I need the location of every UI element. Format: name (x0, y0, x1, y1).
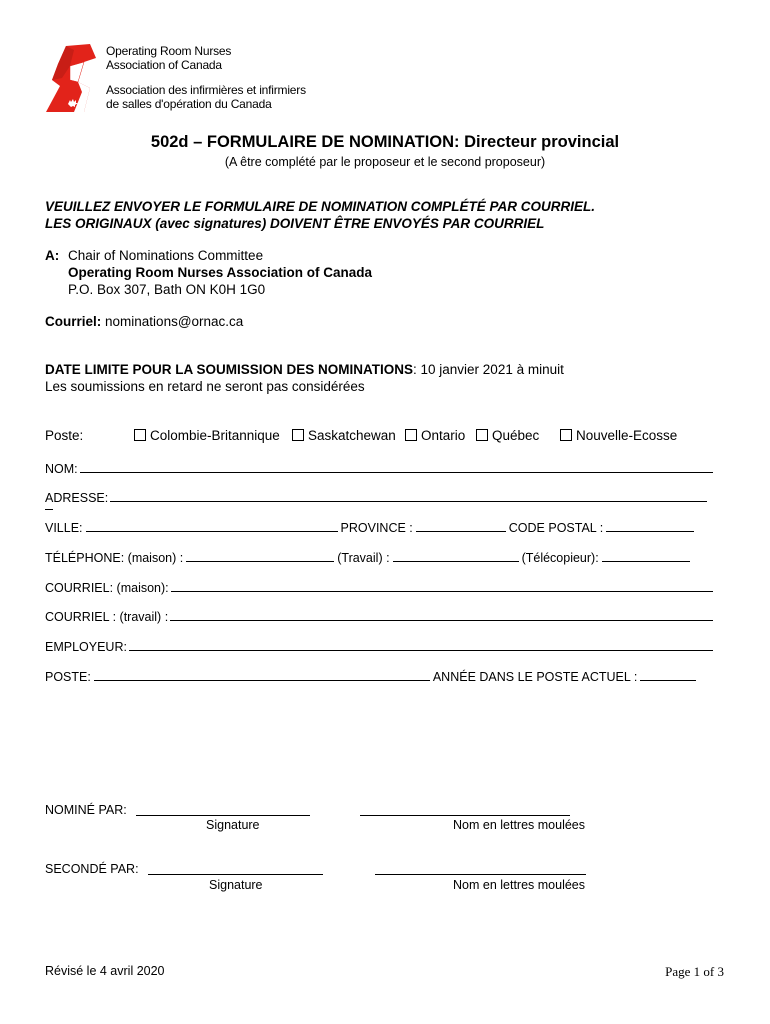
logo-line-3: Association des infirmières et infirmiers (106, 83, 306, 97)
address-line-1: Chair of Nominations Committee (68, 248, 264, 263)
employeur-field[interactable] (45, 638, 713, 654)
deadline-row (45, 362, 564, 377)
revised-date: Révisé le 4 avril 2020 (45, 964, 165, 978)
address-to-label: A: (45, 248, 60, 263)
courriel-maison-field[interactable] (45, 579, 713, 595)
ornac-logo-mark (44, 42, 104, 114)
province-line[interactable] (416, 530, 506, 532)
nomine-label: NOMINÉ PAR: (45, 803, 127, 817)
tel-maison-label: TÉLÉPHONE: (maison) : (45, 551, 184, 565)
telephone-row[interactable] (45, 549, 713, 565)
address-line-2: Operating Room Nurses Association of Canada (68, 265, 373, 280)
address-line-3: P.O. Box 307, Bath ON K0H 1G0 (68, 282, 266, 297)
option-colombie-britannique[interactable]: Colombie-Britannique (134, 428, 280, 443)
nom-line[interactable] (80, 471, 713, 473)
email-label: Courriel: (45, 314, 102, 329)
ville-row[interactable] (45, 519, 713, 535)
poste-line[interactable] (94, 679, 430, 681)
logo-line-2: Association of Canada (106, 58, 222, 72)
page-number: Page 1 of 3 (665, 964, 724, 979)
nomine-signature-line[interactable] (136, 815, 310, 816)
checkbox[interactable] (476, 429, 488, 441)
code-postal-line[interactable] (606, 530, 694, 532)
poste-field-label: POSTE: (45, 670, 91, 684)
telecopieur-label: (Télécopieur): (521, 551, 599, 565)
email-row (45, 314, 243, 329)
logo-line-1: Operating Room Nurses (106, 44, 232, 58)
checkbox[interactable] (405, 429, 417, 441)
nomine-name-line[interactable] (360, 815, 570, 816)
seconde-name-line[interactable] (375, 874, 586, 875)
adresse-label: ADRESSE: (45, 491, 109, 505)
employeur-line[interactable] (129, 649, 713, 651)
courriel-maison-label: COURRIEL: (maison): (45, 581, 169, 595)
deadline-note: Les soumissions en retard ne seront pas considérées (45, 379, 365, 394)
tel-travail-line[interactable] (393, 560, 519, 562)
tel-maison-line[interactable] (186, 560, 334, 562)
adresse-line[interactable] (110, 500, 707, 502)
ville-line[interactable] (86, 530, 338, 532)
tel-travail-label: (Travail) : (337, 551, 390, 565)
seconde-signature-line[interactable] (148, 874, 323, 875)
poste-row[interactable] (45, 668, 713, 684)
deadline-value: : 10 janvier 2021 à minuit (413, 362, 564, 377)
option-saskatchewan[interactable]: Saskatchewan (292, 428, 396, 443)
page-subtitle: (A être complété par le proposeur et le second proposeur) (224, 155, 546, 169)
checkbox[interactable] (560, 429, 572, 441)
courriel-travail-field[interactable] (45, 608, 713, 624)
province-label: PROVINCE : (340, 521, 413, 535)
option-ontario[interactable]: Ontario (405, 428, 465, 443)
option-nouvelle-ecosse[interactable]: Nouvelle-Ecosse (560, 428, 677, 443)
deadline-label: DATE LIMITE POUR LA SOUMISSION DES NOMINATIONS (45, 362, 414, 377)
email-value[interactable]: nominations@ornac.ca (105, 314, 244, 329)
checkbox[interactable] (134, 429, 146, 441)
ville-label: VILLE: (45, 521, 83, 535)
logo-line-4: de salles d'opération du Canada (106, 97, 272, 111)
telecopieur-line[interactable] (602, 560, 690, 562)
courriel-maison-line[interactable] (171, 590, 713, 592)
instructions-line-1: VEUILLEZ ENVOYER LE FORMULAIRE DE NOMINATION COMPLÉTÉ PAR COURRIEL. (45, 199, 596, 214)
checkbox[interactable] (292, 429, 304, 441)
annee-line[interactable] (640, 679, 696, 681)
nomine-name-caption: Nom en lettres moulées (453, 818, 586, 832)
seconde-signature-caption: Signature (209, 878, 263, 892)
seconde-label: SECONDÉ PAR: (45, 862, 139, 876)
annee-label: ANNÉE DANS LE POSTE ACTUEL : (432, 670, 638, 684)
ornac-logo (44, 42, 104, 114)
nom-label: NOM: (45, 462, 78, 476)
nom-field[interactable] (45, 460, 713, 476)
option-quebec[interactable]: Québec (476, 428, 539, 443)
courriel-travail-line[interactable] (170, 619, 713, 621)
poste-label: Poste: (45, 428, 84, 443)
employeur-label: EMPLOYEUR: (45, 640, 127, 654)
nomine-signature-caption: Signature (206, 818, 260, 832)
courriel-travail-label: COURRIEL : (travail) : (45, 610, 169, 624)
page-title: 502d – FORMULAIRE DE NOMINATION: Directeur provincial (150, 133, 620, 151)
seconde-name-caption: Nom en lettres moulées (453, 878, 586, 892)
adresse-field[interactable] (45, 489, 707, 505)
instructions-line-2: LES ORIGINAUX (avec signatures) DOIVENT ÊTRE ENVOYÉS PAR COURRIEL (45, 216, 545, 231)
adresse-extra-mark (45, 509, 53, 510)
code-postal-label: CODE POSTAL : (508, 521, 604, 535)
